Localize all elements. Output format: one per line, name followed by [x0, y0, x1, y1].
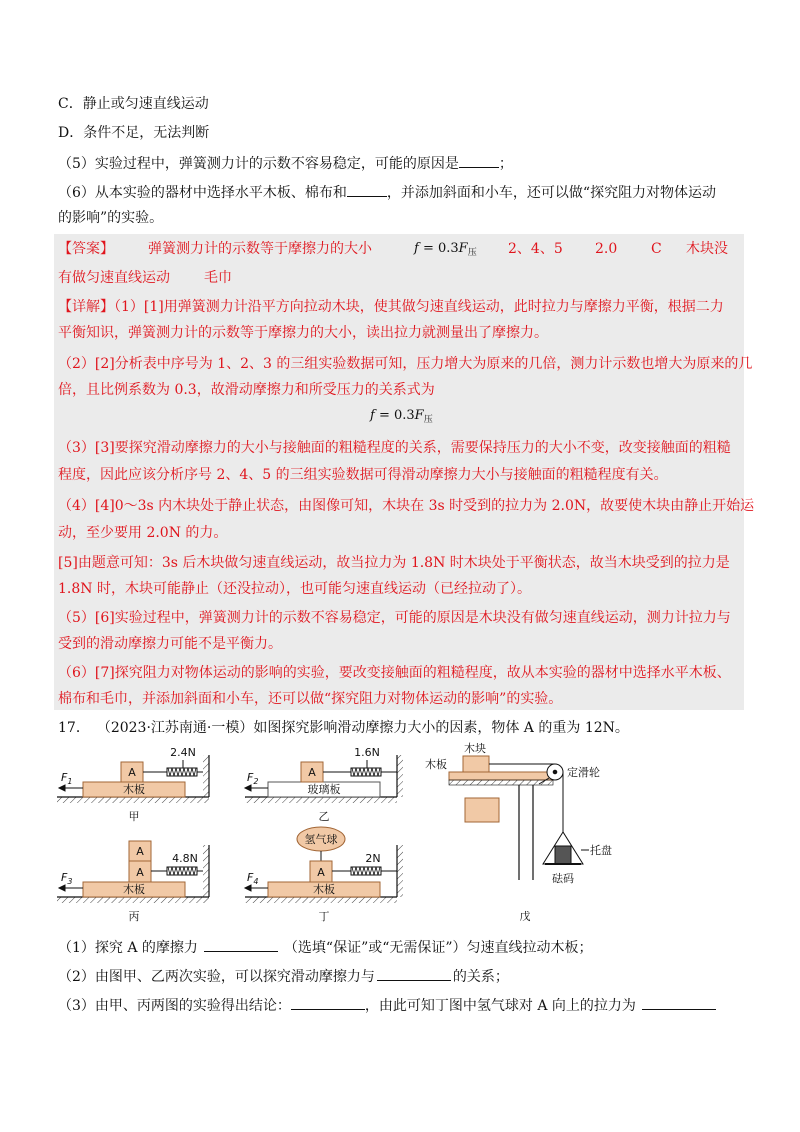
- answer-blank[interactable]: [204, 937, 278, 952]
- question-source: （2023·江苏南通·一模）: [103, 720, 254, 736]
- question-6-text: （6）从本实验的器材中选择水平木板、棉布和: [58, 185, 347, 201]
- board-label: 木板: [425, 758, 447, 771]
- question-stem: 如图探究影响滑动摩擦力大小的因素，物体 A 的重为 12N。: [253, 720, 629, 736]
- block-label: A: [136, 866, 144, 879]
- explanation-line: （2）[2]分析表中序号为 1、2、3 的三组实验数据可知，压力增大为原来的几倍，测力计示数也增大为原来的几: [58, 356, 753, 372]
- figure-ding: [245, 827, 403, 923]
- answer-5: C: [651, 241, 662, 257]
- force-label: $F_4$: [247, 871, 259, 886]
- explanation-line: 倍，且比例系数为 0.3，故滑动摩擦力和所受压力的关系式为: [58, 382, 435, 398]
- board-label: 玻璃板: [307, 783, 341, 796]
- explanation-line: （3）[3]要探究滑动摩擦力的大小与接触面的粗糙程度的关系，需要保持压力的大小不变，改变接触面的粗糙: [58, 440, 731, 456]
- figure-caption: 丁: [318, 910, 330, 923]
- answer-blank[interactable]: [642, 995, 716, 1010]
- explanation-line: （5）[6]实验过程中，弹簧测力计的示数不容易稳定，可能的原因是木块没有做匀速直线运动，测力计拉力与: [58, 610, 731, 626]
- tray-label: 托盘: [590, 844, 612, 857]
- question-17-2-text-cont: 的关系；: [452, 969, 509, 985]
- option-d: D．条件不足，无法判断: [58, 125, 210, 141]
- figure-caption: 丙: [128, 910, 140, 923]
- question-17-3-text: （3）由甲、丙两图的实验得出结论：: [58, 998, 291, 1014]
- answer-blank[interactable]: [291, 995, 365, 1010]
- explanation-line: 动，至少要用 2.0N 的力。: [58, 525, 228, 541]
- block-label: A: [136, 845, 144, 858]
- explanation-line: 平衡知识，弹簧测力计的示数等于摩擦力的大小，读出拉力就测量出了摩擦力。: [58, 325, 548, 341]
- question-17-1: [58, 937, 593, 958]
- option-c: C．静止或匀速直线运动: [58, 96, 209, 112]
- force-label: $F_3$: [61, 871, 73, 886]
- answer-line-1: [58, 239, 728, 259]
- spring-reading: 4.8N: [172, 852, 198, 865]
- question-5-text: （5）实验过程中，弹簧测力计的示数不容易稳定，可能的原因是: [58, 156, 459, 172]
- explanation-line: 1.8N 时，木块可能静止（还没拉动），也可能匀速直线运动（已经拉动了）。: [58, 581, 531, 597]
- explanation-line: （4）[4]0～3s 内木块处于静止状态，由图像可知，木块在 3s 时受到的拉力为 2.0N，故要使木块由静止开始运: [58, 498, 755, 514]
- answer-blank[interactable]: [347, 182, 387, 197]
- weight-label: 砝码: [552, 872, 574, 885]
- board-label: 木板: [123, 783, 145, 796]
- question-5: [58, 153, 513, 174]
- force-label: $F_1$: [61, 771, 73, 786]
- explanation-p1-l1: （1）[1]用弹簧测力计沿平方向拉动木块，使其做匀速直线运动，此时拉力与摩擦力平衡，根据二力: [114, 299, 724, 315]
- pulley-label: 定滑轮: [567, 766, 600, 779]
- question-17-2-text: （2）由图甲、乙两次实验，可以探究滑动摩擦力与: [58, 969, 375, 985]
- figure-caption: 甲: [128, 810, 140, 823]
- question-17-1-text-cont: （选填“保证”或“无需保证”）匀速直线拉动木板；: [283, 940, 593, 956]
- explanation-line: [58, 297, 724, 317]
- answer-4: 2.0: [595, 241, 618, 257]
- spring-reading: 1.6N: [354, 746, 380, 759]
- block-label: 木块: [464, 742, 486, 755]
- answer-blank[interactable]: [377, 966, 451, 981]
- answer-blank[interactable]: [459, 153, 499, 168]
- figure-caption: 乙: [318, 810, 330, 823]
- experiment-figures: [55, 740, 675, 930]
- question-6-text-cont: ，并添加斜面和小车，还可以做“探究阻力对物体运动: [386, 185, 717, 201]
- explanation-line: 棉布和毛巾，并添加斜面和小车，还可以做“探究阻力对物体运动的影响”的实验。: [58, 691, 563, 707]
- balloon-label: 氢气球: [304, 833, 338, 846]
- question-17-2: [58, 966, 509, 987]
- answer-6-part1: 木块没: [686, 241, 728, 257]
- question-number: 17．: [58, 720, 90, 736]
- board-label: 木板: [123, 883, 145, 896]
- question-5-end: ；: [498, 156, 513, 172]
- answer-3: 2、4、5: [508, 241, 563, 257]
- figure-jia: [57, 746, 209, 823]
- question-6: [58, 182, 716, 203]
- explanation-line: [5]由题意可知：3s 后木块做匀速直线运动，故当拉力为 1.8N 时木块处于平衡状态，故当木块受到的拉力是: [58, 555, 730, 571]
- question-17-3-text-cont: ，由此可知丁图中氢气球对 A 向上的拉力为: [364, 998, 636, 1014]
- answer-1: 弹簧测力计的示数等于摩擦力的大小: [148, 241, 372, 257]
- answer-label: 【答案】: [58, 241, 114, 257]
- figure-yi: [245, 746, 403, 823]
- figure-bing: [57, 841, 209, 923]
- spring-reading: 2.4N: [170, 746, 196, 759]
- answer-2-formula: $f = 0.3F_压$: [414, 241, 477, 258]
- question-17: [58, 718, 629, 738]
- question-17-1-text: （1）探究 A 的摩擦力: [58, 940, 198, 956]
- explanation-label: 【详解】: [58, 299, 114, 315]
- explanation-line: （6）[7]探究阻力对物体运动的影响的实验，要改变接触面的粗糙程度，故从本实验的器材中选择水平木板、: [58, 665, 731, 681]
- figure-caption: 戊: [519, 910, 531, 923]
- answer-6-part2: 有做匀速直线运动: [58, 270, 170, 286]
- board-label: 木板: [313, 883, 335, 896]
- formula-display: $f = 0.3F_压$: [370, 408, 433, 425]
- question-17-3: [58, 995, 716, 1016]
- explanation-line: 受到的滑动摩擦力可能不是平衡力。: [58, 636, 282, 652]
- explanation-line: 程度，因此应该分析序号 2、4、5 的三组实验数据可得滑动摩擦力大小与接触面的粗糙程度有关。: [58, 467, 668, 483]
- spring-reading: 2N: [365, 852, 381, 865]
- figure-wu: [425, 741, 612, 923]
- block-label: A: [308, 766, 316, 779]
- answer-7: 毛巾: [204, 270, 232, 286]
- block-label: A: [317, 866, 325, 879]
- force-label: $F_2$: [247, 771, 259, 786]
- block-label: A: [128, 766, 136, 779]
- question-6-line2: 的影响”的实验。: [58, 210, 164, 226]
- answer-line-2: [58, 268, 232, 288]
